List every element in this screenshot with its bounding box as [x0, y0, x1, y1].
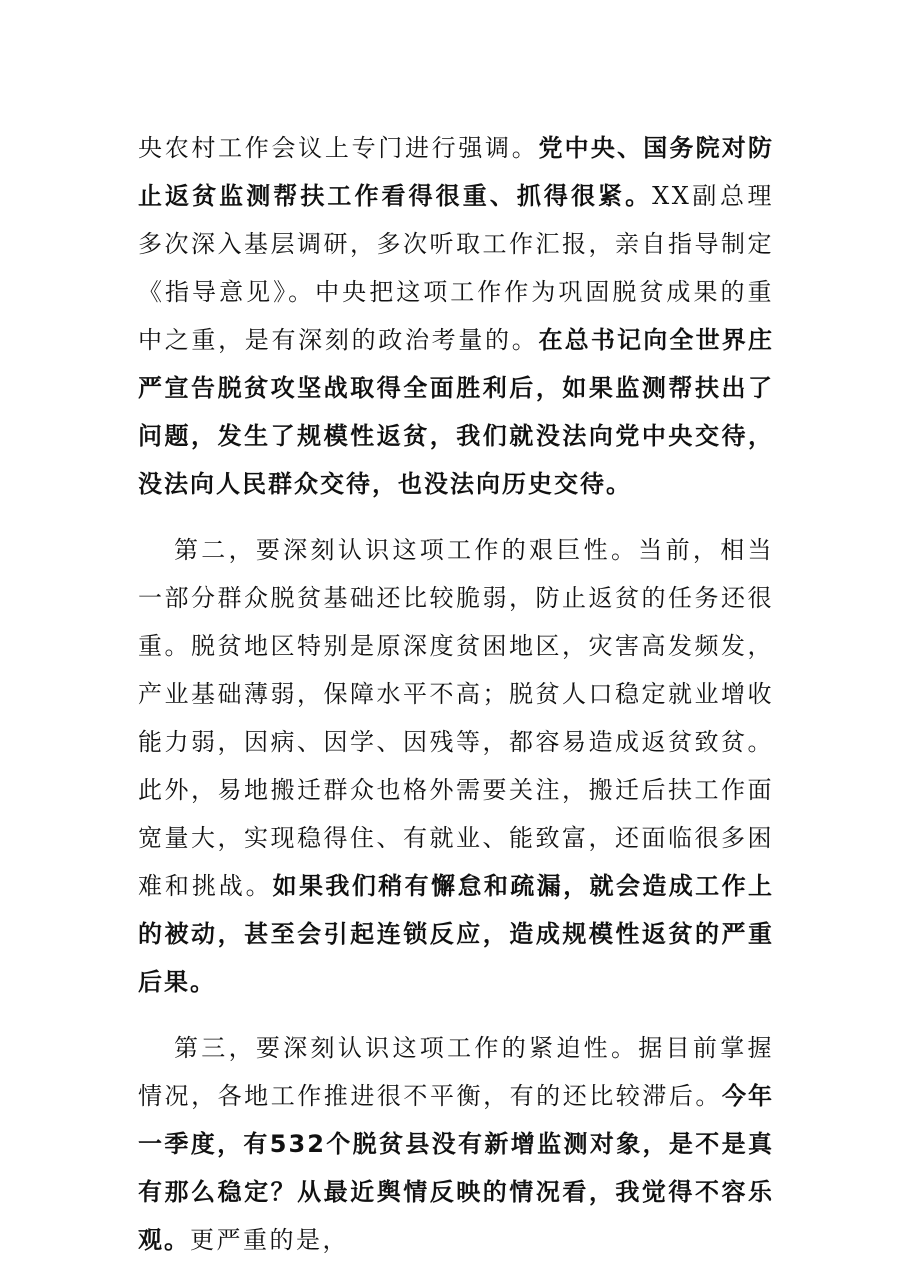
text-segment: 第三，要深刻认识这项工作的紧迫性。据目前掌握情况，各地工作推进很不平衡，有的还比较滞后。 — [138, 1034, 774, 1110]
text-segment: 央农村工作会议上专门进行强调。 — [138, 134, 539, 162]
paragraph-1 — [138, 124, 774, 508]
text-segment: 第二，要深刻认识这项工作的艰巨性。当前，相当一部分群众脱贫基础还比较脆弱，防止返贫的任务还很重。脱贫地区特别是原深度贫困地区，灾害高发频发，产业基础薄弱，保障水平不高；脱贫人口稳定就业增收能力弱，因病、因学、因残等，都容易造成返贫致贫。此外，易地搬迁群众也格外需要关注，搬迁后扶工作面宽量大，实现稳得住、有就业、能致富，还面临很多困难和挑战。 — [138, 536, 774, 900]
bold-text-segment: 今年一季度，有532个脱贫县没有新增监测对象，是不是真有那么稳定？从最近舆情反映的情况看，我觉得不容乐观。 — [138, 1082, 775, 1254]
document-body — [138, 124, 774, 1264]
text-segment: 更严重的是， — [190, 1226, 349, 1254]
bold-text-segment: 党中央、国务院对防止返贫监测帮扶工作看得很重、抓得很紧。 — [138, 134, 775, 210]
paragraph-spacer — [138, 508, 774, 526]
paragraph-spacer — [138, 1006, 774, 1024]
paragraph-2 — [138, 526, 774, 1006]
paragraph-3 — [138, 1024, 774, 1264]
text-segment: XX副总理多次深入基层调研，多次听取工作汇报，亲自指导制定《指导意见》。中央把这项工作作为巩固脱贫成果的重中之重，是有深刻的政治考量的。 — [138, 182, 775, 354]
bold-text-segment: 如果我们稍有懈怠和疏漏，就会造成工作上的被动，甚至会引起连锁反应，造成规模性返贫的严重后果。 — [138, 872, 775, 996]
bold-text-segment: 在总书记向全世界庄严宣告脱贫攻坚战取得全面胜利后，如果监测帮扶出了问题，发生了规模性返贫，我们就没法向党中央交待，没法向人民群众交待，也没法向历史交待。 — [138, 326, 775, 498]
